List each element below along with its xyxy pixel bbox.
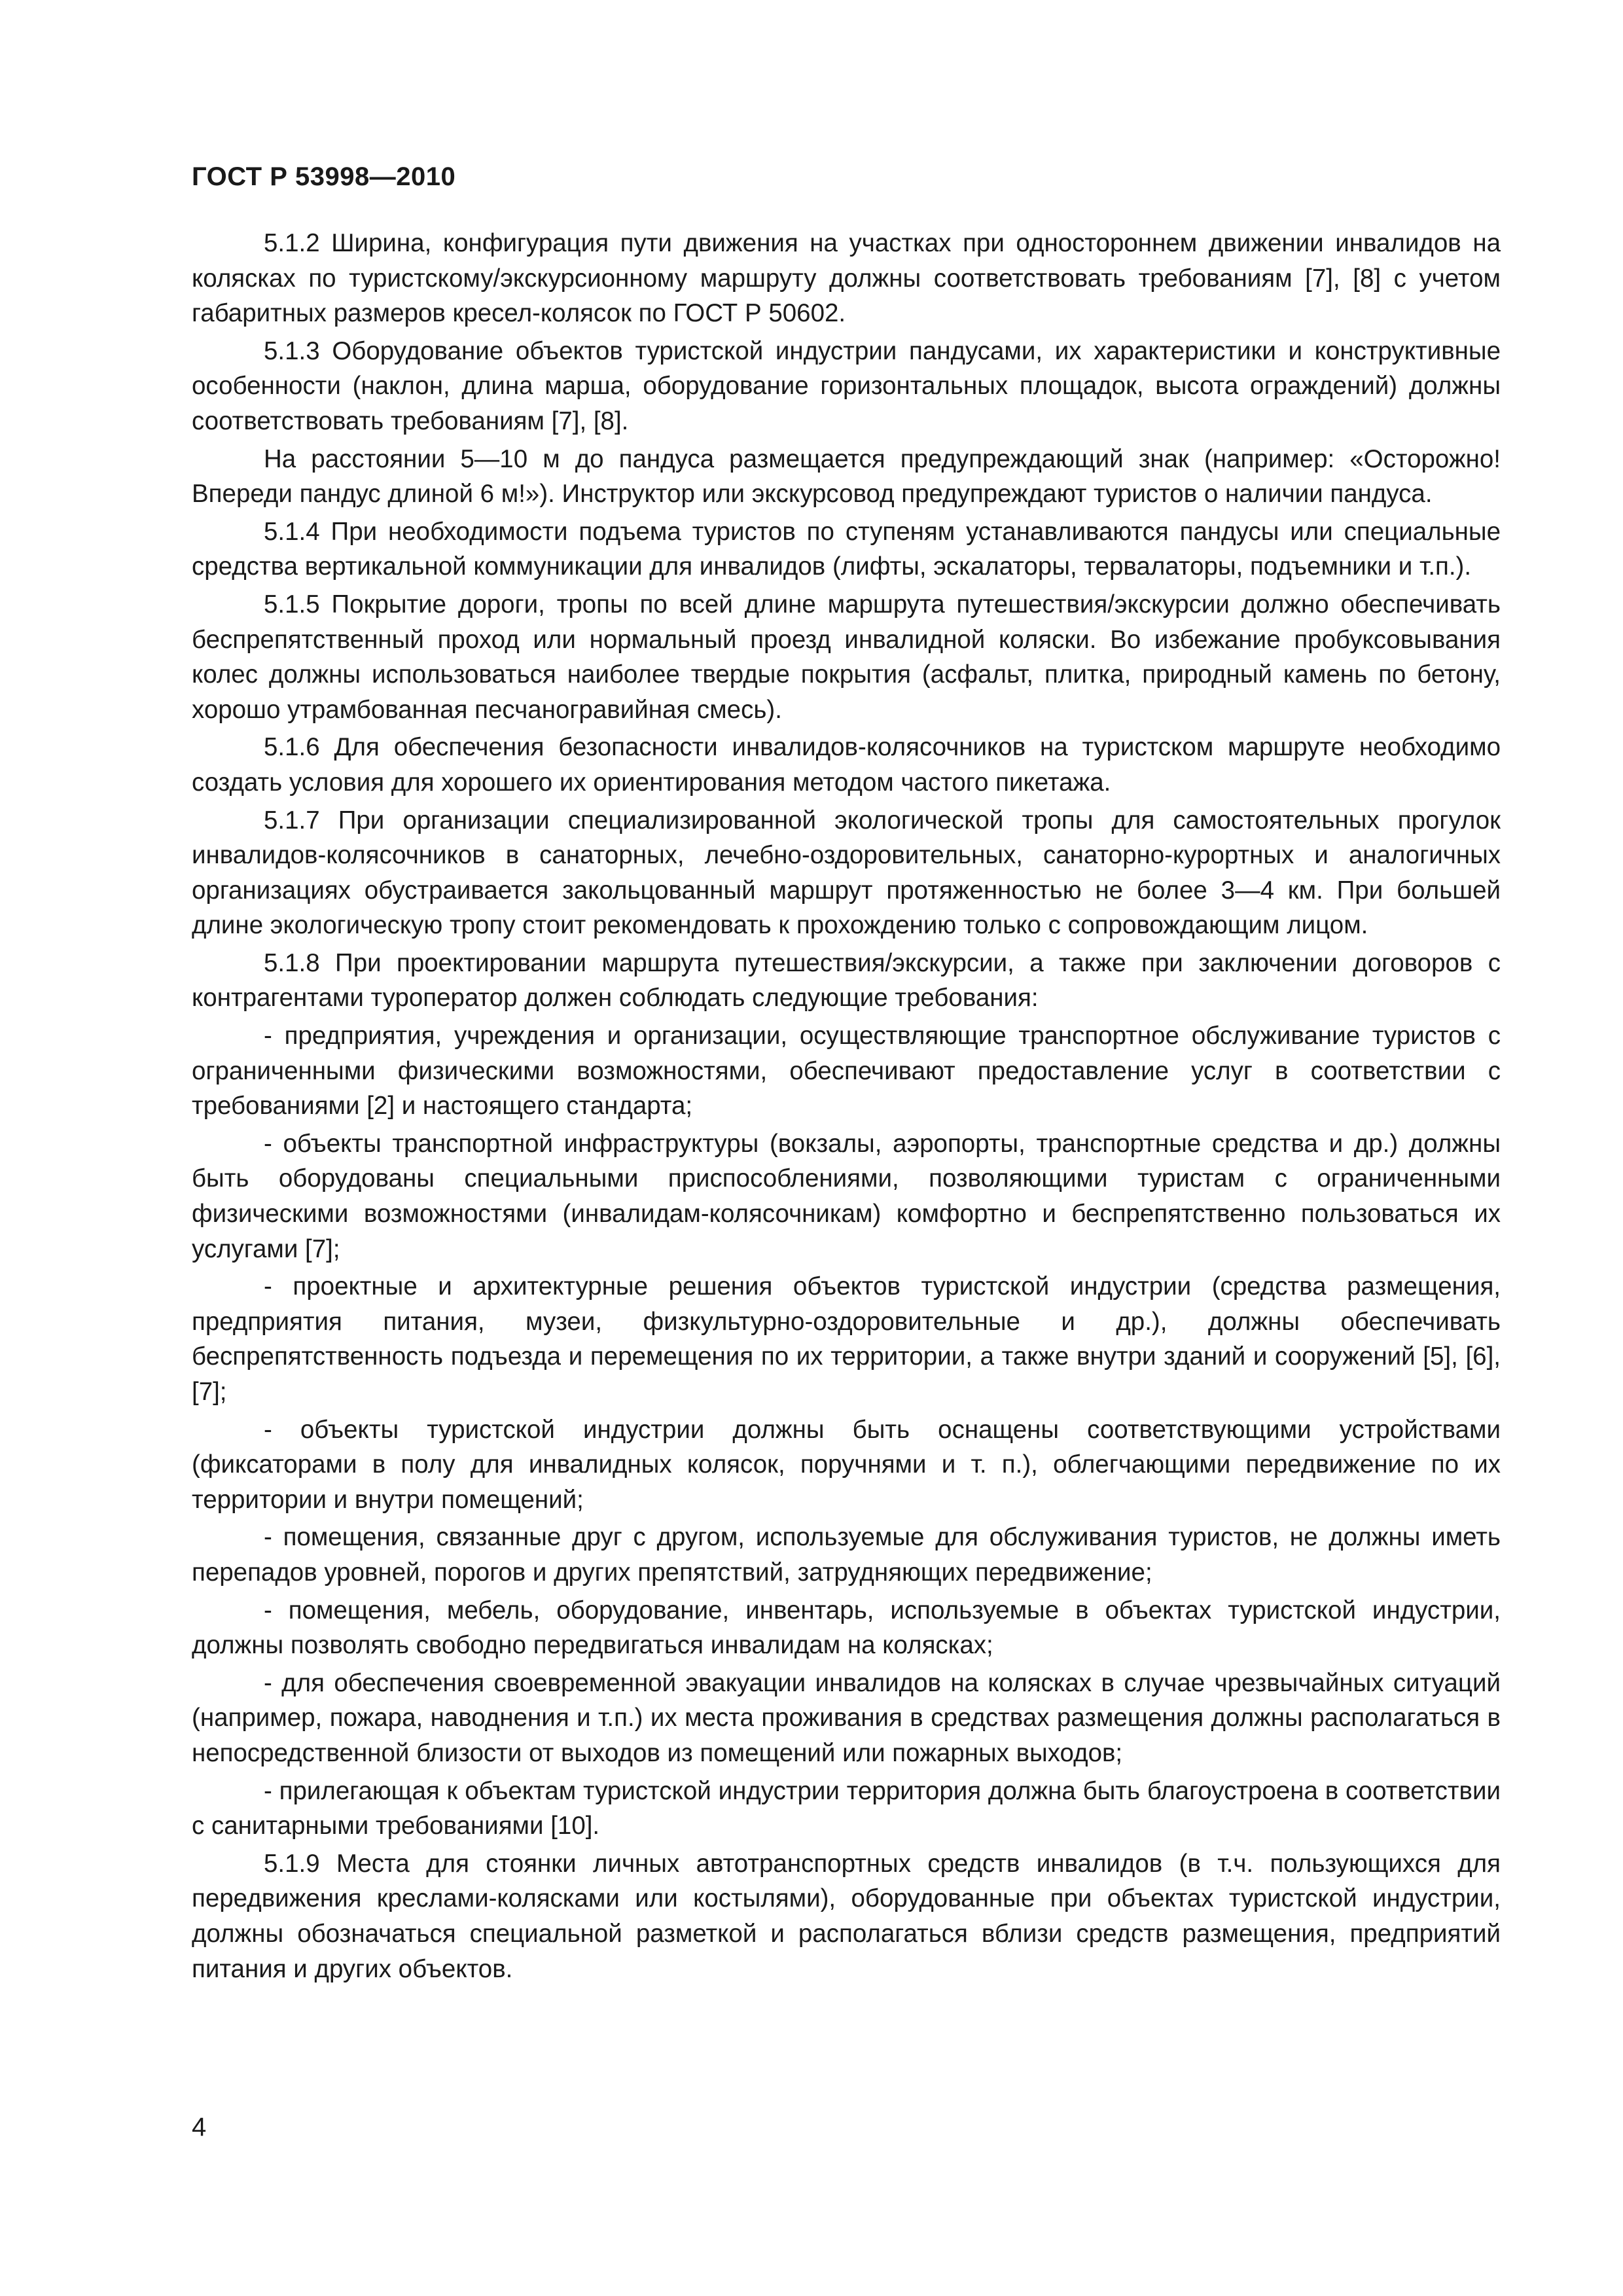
list-item-architectural-solutions: - проектные и архитектурные решения объектов туристской индустрии (средства размещения, предприятия питания, музеи, физкультурно-оздоровительные и др.), должны обеспечивать беспрепятственность подъезда и перемещения по их территории, а также внутри зданий и сооружений [5], [6], [7]; [192, 1272, 1501, 1406]
list-item-premises-levels: - помещения, связанные друг с другом, используемые для обслуживания туристов, не должны иметь перепадов уровней, порогов и других препятствий, затрудняющих передвижение; [192, 1523, 1501, 1587]
paragraph-5-1-6: 5.1.6 Для обеспечения безопасности инвалидов-колясочников на туристском маршруте необходимо создать условия для хорошего их ориентирования методом частого пикетажа. [192, 733, 1501, 797]
list-item-transport-infrastructure: - объекты транспортной инфраструктуры (вокзалы, аэропорты, транспортные средства и др.) должны быть оборудованы специальными приспособлениями, позволяющими туристам с ограниченными физическими возможностями (инвалидам-колясочникам) комфортно и беспрепятственно пользоваться их услугами [7]; [192, 1129, 1501, 1263]
paragraph-5-1-3: 5.1.3 Оборудование объектов туристской индустрии пандусами, их характеристики и конструктивные особенности (наклон, длина марша, оборудование горизонтальных площадок, высота ограждений) должны соответствовать требованиям [7], [8]. [192, 336, 1501, 435]
paragraph-5-1-8: 5.1.8 При проектировании маршрута путешествия/экскурсии, а также при заключении договоров с контрагентами туроператор должен соблюдать следующие требования: [192, 948, 1501, 1013]
paragraph-ramp-sign: На расстоянии 5—10 м до пандуса размещается предупреждающий знак (например: «Осторожно! Впереди пандус длиной 6 м!»). Инструктор или экскурсовод предупреждают туристов о наличии пандуса. [192, 444, 1501, 509]
paragraph-5-1-9: 5.1.9 Места для стоянки личных автотранспортных средств инвалидов (в т.ч. пользующихся для передвижения креслами-колясками или костылями), оборудованные при объектах туристской индустрии, должны обозначаться специальной разметкой и располагаться вблизи средств размещения, предприятий питания и других объектов. [192, 1849, 1501, 1983]
paragraph-5-1-5: 5.1.5 Покрытие дороги, тропы по всей длине маршрута путешествия/экскурсии должно обеспечивать беспрепятственный проход или нормальный проезд инвалидной коляски. Во избежание пробуксовывания колес должны использоваться наиболее твердые покрытия (асфальт, плитка, природный камень по бетону, хорошо утрамбованная песчаногравийная смесь). [192, 590, 1501, 724]
document-header: ГОСТ Р 53998—2010 [192, 162, 456, 191]
page-number: 4 [192, 2113, 207, 2142]
paragraph-5-1-4: 5.1.4 При необходимости подъема туристов по ступеням устанавливаются пандусы или специальные средства вертикальной коммуникации для инвалидов (лифты, эскалаторы, тервалаторы, подъемники и т.п.). [192, 517, 1501, 581]
list-item-transport-services: - предприятия, учреждения и организации, осуществляющие транспортное обслуживание туристов с ограниченными физическими возможностями, обеспечивают предоставление услуг в соответствии с требованиями [2] и настоящего стандарта; [192, 1022, 1501, 1121]
list-item-furniture: - помещения, мебель, оборудование, инвентарь, используемые в объектах туристской индустрии, должны позволять свободно передвигаться инвалидам на колясках; [192, 1596, 1501, 1660]
list-item-territory: - прилегающая к объектам туристской индустрии территория должна быть благоустроена в соответствии с санитарными требованиями [10]. [192, 1776, 1501, 1840]
paragraph-5-1-7: 5.1.7 При организации специализированной экологической тропы для самостоятельных прогулок инвалидов-колясочников в санаторных, лечебно-оздоровительных, санаторно-курортных и аналогичных организациях обустраивается закольцованный маршрут протяженностью не более 3—4 км. При большей длине экологическую тропу стоит рекомендовать к прохождению только с сопровождающим лицом. [192, 806, 1501, 940]
list-item-evacuation: - для обеспечения своевременной эвакуации инвалидов на колясках в случае чрезвычайных ситуаций (например, пожара, наводнения и т.п.) их места проживания в средствах размещения должны располагаться в непосредственной близости от выходов из помещений или пожарных выходов; [192, 1668, 1501, 1767]
list-item-devices: - объекты туристской индустрии должны быть оснащены соответствующими устройствами (фиксаторами в полу для инвалидных колясок, поручнями и т. п.), облегчающими передвижение по их территории и внутри помещений; [192, 1415, 1501, 1514]
document-body [192, 226, 1501, 1986]
paragraph-5-1-2: 5.1.2 Ширина, конфигурация пути движения на участках при одностороннем движении инвалидов на колясках по туристскому/экскурсионному маршруту должны соответствовать требованиям [7], [8] с учетом габаритных размеров кресел-колясок по ГОСТ Р 50602. [192, 229, 1501, 328]
